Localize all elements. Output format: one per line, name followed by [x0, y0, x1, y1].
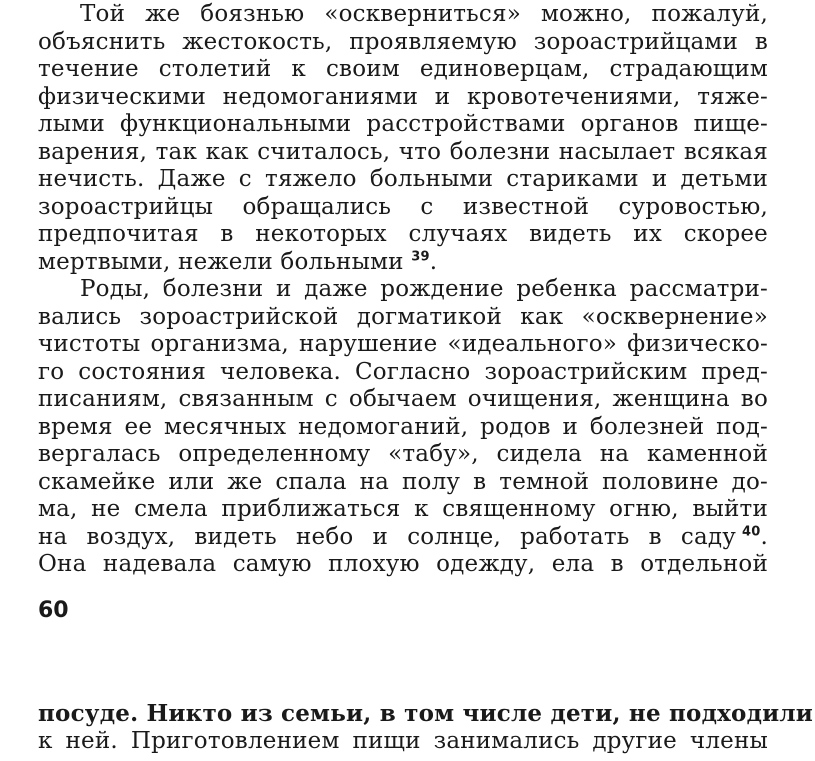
text-line: вались зороастрийской догматикой как «осквернение»: [38, 303, 768, 330]
text-line-with-footnote: [38, 249, 768, 277]
text-line: Той же боязнью «оскверниться» можно, пожалуй,: [80, 1, 768, 27]
text-line: Она надевала самую плохую одежду, ела в отдельной: [38, 551, 768, 577]
paragraph-1: [38, 1, 768, 276]
text-line: писаниям, связанным с обычаем очищения, женщина во: [38, 386, 768, 412]
page-number: 60: [38, 598, 69, 623]
text-line: посуде. Никто из семьи, в том числе дети, не подходили: [38, 700, 814, 727]
text-line: варения, так как считалось, что болезни насылает всякая: [38, 138, 768, 165]
text-line: скамейке или же спала на полу в темной половине до-: [38, 468, 768, 495]
text-line: ма, не смела приближаться к священному огню, выйти: [38, 496, 768, 522]
text-line: предпочитая в некоторых случаях видеть их скорее: [38, 221, 768, 247]
text-line: нечисть. Даже с тяжело больными стариками и детьми: [38, 166, 768, 192]
lower-page-text: [38, 700, 814, 755]
text-line: Роды, болезни и даже рождение ребенка рассматри-: [80, 276, 768, 302]
text-line: течение столетий к своим единоверцам, страдающим: [38, 56, 768, 82]
text-line: физическими недомоганиями и кровотечениями, тяже-: [38, 83, 768, 110]
text-line: зороастрийцы обращались с известной суровостью,: [38, 193, 768, 220]
text-line: чистоты организма, нарушение «идеального» физическо-: [38, 331, 768, 357]
text-line: го состояния человека. Согласно зороастрийским пред-: [38, 358, 768, 385]
text-line: объяснить жестокость, проявляемую зороастрийцами в: [38, 28, 768, 55]
text-fragment: мертвыми, нежели больными: [38, 248, 404, 275]
text-fragment: на воздух, видеть небо и солнце, работать в саду: [38, 523, 736, 550]
text-line: лыми функциональными расстройствами органов пище-: [38, 111, 768, 137]
footnote-ref-40: 40: [741, 523, 761, 539]
text-line-with-footnote: [38, 524, 768, 552]
end-punctuation: .: [429, 248, 438, 275]
footnote-ref-39: 39: [411, 248, 430, 264]
text-line: время ее месячных недомоганий, родов и болезней под-: [38, 413, 768, 440]
end-punctuation: .: [760, 523, 768, 550]
text-line: к ней. Приготовлением пищи занимались другие члены: [38, 727, 768, 754]
upper-page-text: [38, 1, 768, 579]
paragraph-2: [38, 276, 768, 579]
text-line: вергалась определенному «табу», сидела на каменной: [38, 441, 768, 467]
